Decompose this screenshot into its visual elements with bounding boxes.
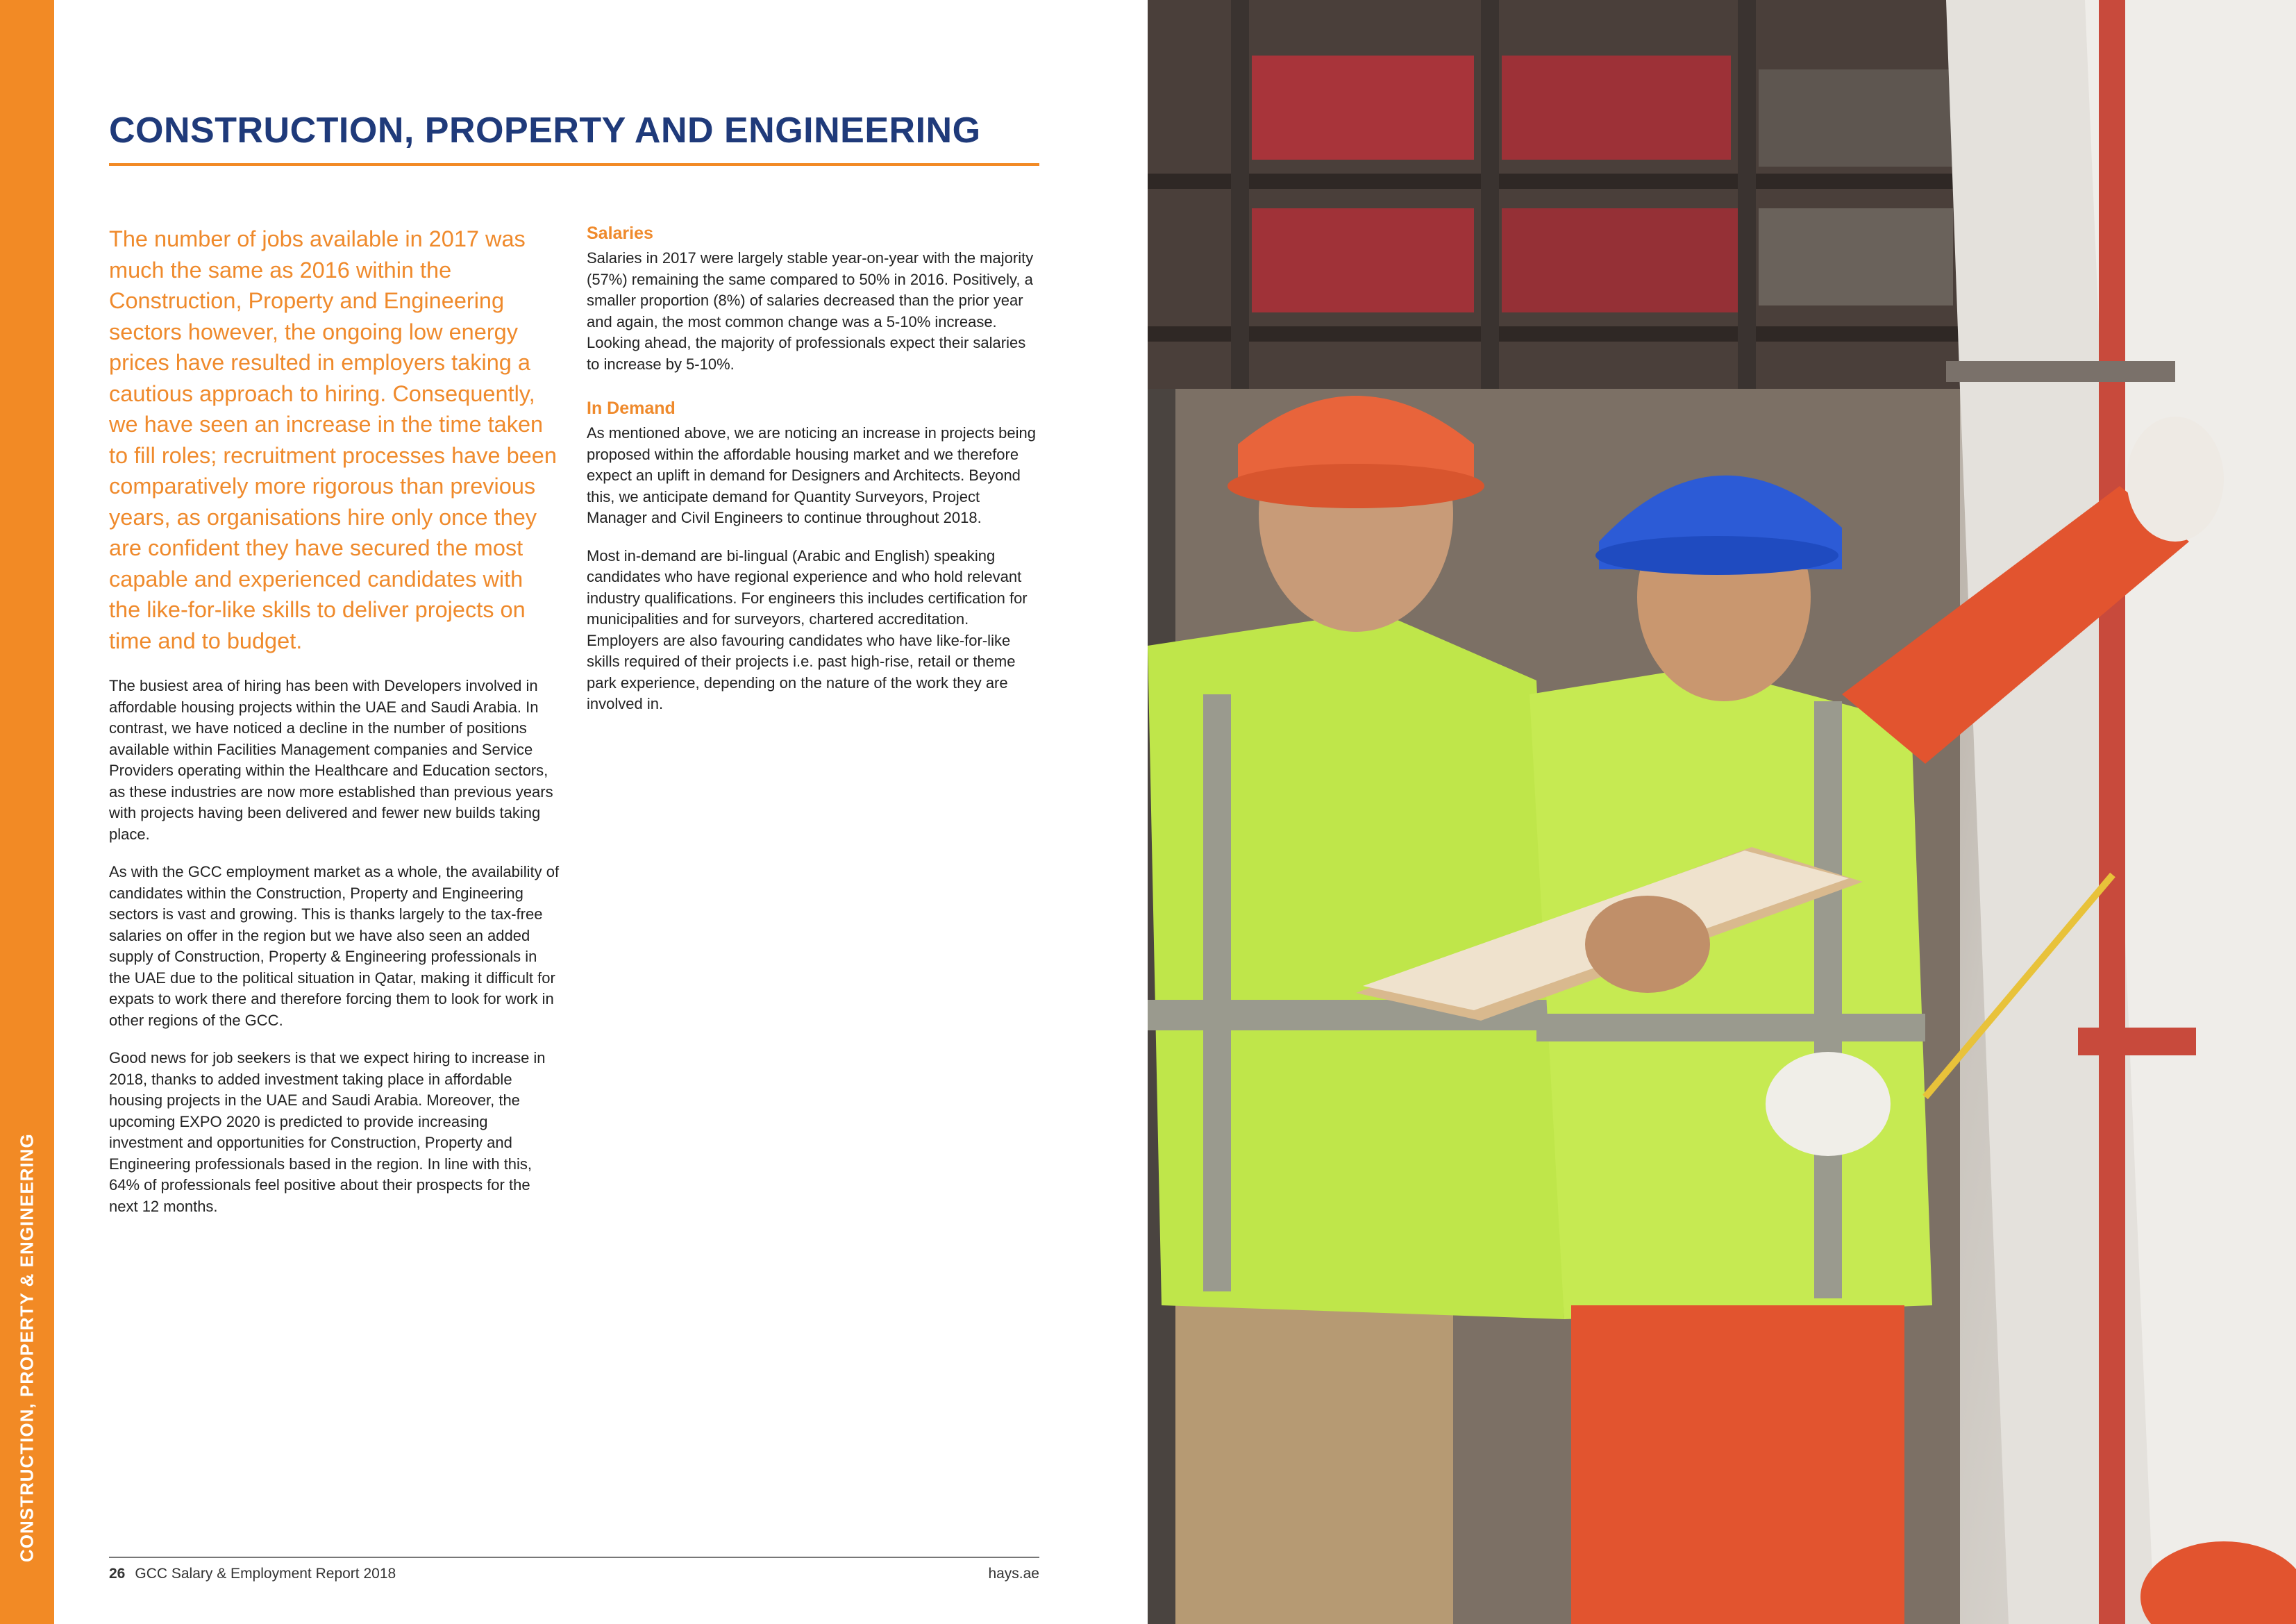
footer-rule bbox=[109, 1557, 1039, 1558]
construction-photo bbox=[1148, 0, 2296, 1624]
in-demand-heading: In Demand bbox=[587, 399, 676, 418]
section-side-label: CONSTRUCTION, PROPERTY & ENGINEERING bbox=[16, 1133, 37, 1562]
title-underline bbox=[109, 163, 1039, 166]
body-paragraph: As with the GCC employment market as a whole, the availability of candidates within the Construction, Property and Engineering sectors is vast and growing. This is thanks largely to the tax-free salaries on offer in the region but we have also seen an added supply of Construction, Property & Engineering professionals in the UAE due to the political situation in Qatar, making it difficult for expats to work there and therefore forcing them to look for work in other regions of the GCC. bbox=[109, 863, 560, 1029]
salaries-heading: Salaries bbox=[587, 224, 653, 243]
right-column bbox=[587, 224, 1039, 732]
left-column bbox=[109, 224, 560, 1234]
in-demand-paragraph: As mentioned above, we are noticing an increase in projects being proposed within the affordable housing market and we therefore expect an uplift in demand for Designers and Architects. Beyond this, we anticipate demand for Quantity Surveyors, Project Manager and Civil Engineers to continue throughout 2018. bbox=[587, 424, 1036, 526]
footer-left bbox=[109, 1566, 396, 1582]
in-demand-paragraph: Most in-demand are bi-lingual (Arabic and English) speaking candidates who have regional experience and who hold relevant industry qualifications. For engineers this includes certification for municipalities and for surveyors, chartered accreditation. Employers are also favouring candidates who have like-for-like skills required of their projects i.e. past high-rise, retail or theme park experience, depending on the nature of the work they are involved in. bbox=[587, 546, 1028, 712]
body-paragraph: The busiest area of hiring has been with Developers involved in affordable housing projects within the UAE and Saudi Arabia. In contrast, we have noticed a decline in the number of positions available within Facilities Management companies and Service Providers operating within the Healthcare and Education sectors, as these industries are now more established than previous years with projects having been delivered and fewer new builds taking place. bbox=[109, 677, 553, 843]
salaries-paragraph: Salaries in 2017 were largely stable year-on-year with the majority (57%) remaining the same compared to 50% in 2016. Positively, a smaller proportion (8%) of salaries decreased than the prior year and again, the most common change was a 5-10% increase. Looking ahead, the majority of professionals expect their salaries to increase by 5-10%. bbox=[587, 249, 1034, 373]
website-link[interactable]: hays.ae bbox=[988, 1566, 1039, 1582]
page-number: 26 bbox=[109, 1566, 126, 1582]
page-title: CONSTRUCTION, PROPERTY AND ENGINEERING bbox=[109, 110, 981, 151]
lead-paragraph: The number of jobs available in 2017 was much the same as 2016 within the Construction, Property and Engineering sectors however, the ongoing low energy prices have resulted in employers taking a cautious approach to hiring. Consequently, we have seen an increase in the time taken to fill roles; recruitment processes have been comparatively more rigorous than previous years, as organisations hire only once they are confident they have secured the most capable and experienced candidates with the like-for-like skills to deliver projects on time and to budget. bbox=[109, 226, 557, 653]
body-paragraph: Good news for job seekers is that we expect hiring to increase in 2018, thanks to added investment taking place in affordable housing projects in the UAE and Saudi Arabia. Moreover, the upcoming EXPO 2020 is predicted to provide increasing investment and opportunities for Construction, Property and Engineering professionals based in the region. In line with this, 64% of professionals feel positive about their prospects for the next 12 months. bbox=[109, 1049, 546, 1215]
publication-title: GCC Salary & Employment Report 2018 bbox=[135, 1566, 396, 1582]
